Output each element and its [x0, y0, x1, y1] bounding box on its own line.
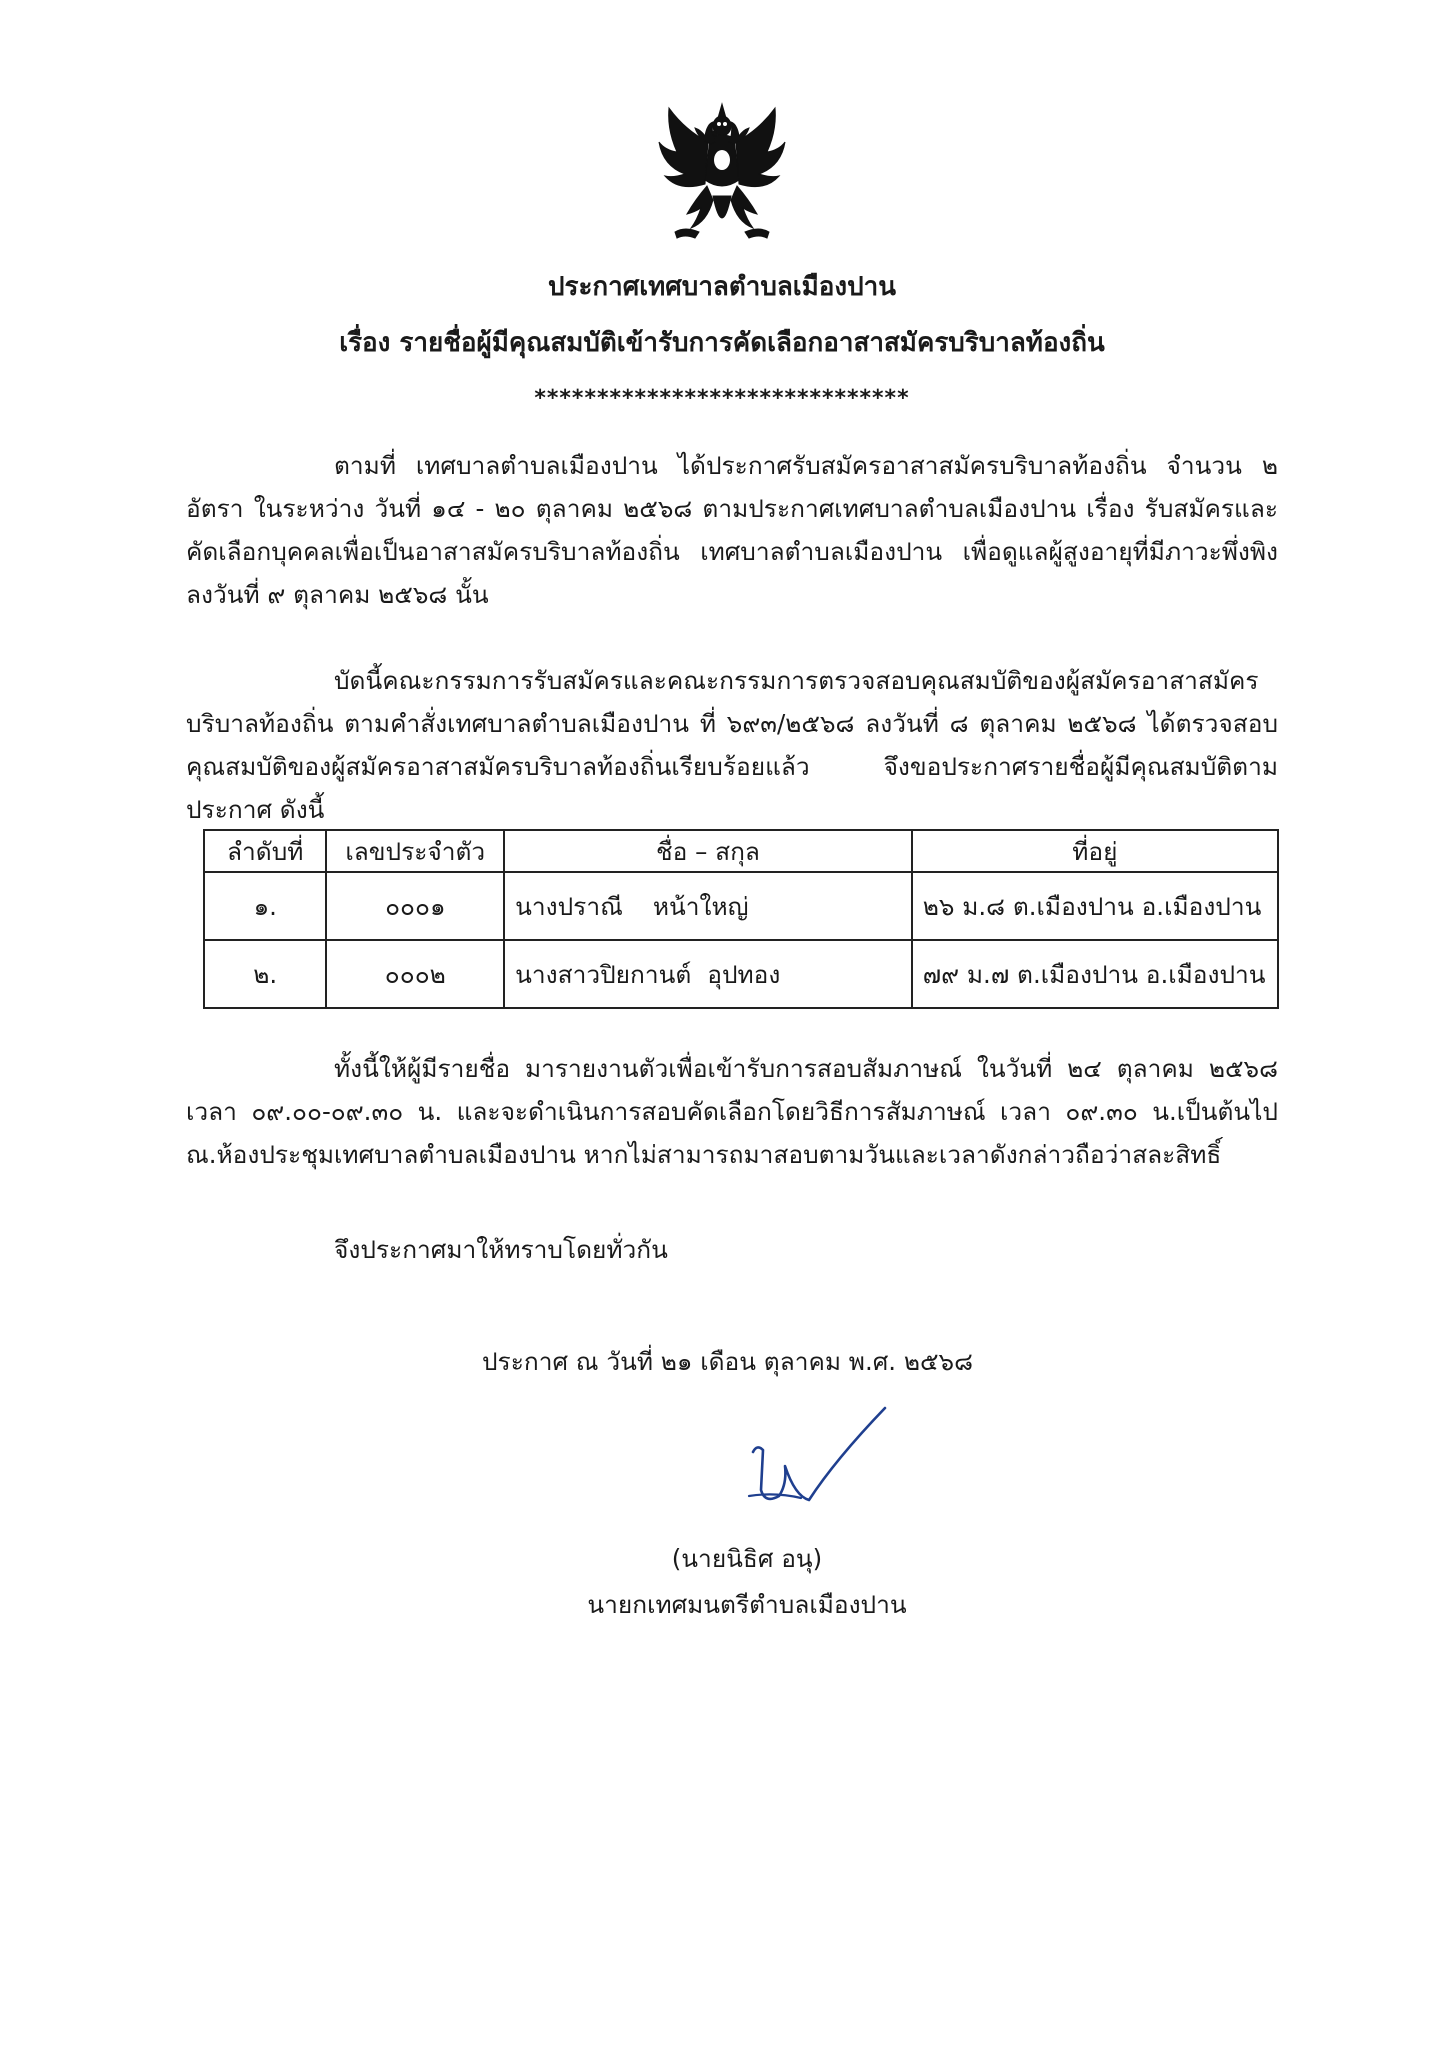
header-order: ลำดับที่	[204, 830, 326, 872]
header-id: เลขประจำตัว	[326, 830, 504, 872]
qualified-applicants-table	[203, 829, 1279, 1009]
cell-name	[504, 872, 912, 940]
cell-name	[504, 940, 912, 1008]
first-name: นางสาวปิยกานต์	[515, 959, 692, 989]
header-name: ชื่อ – สกุล	[504, 830, 912, 872]
cell-id: ๐๐๐๒	[326, 940, 504, 1008]
garuda-emblem-icon	[655, 100, 790, 245]
announcement-subject: เรื่อง รายชื่อผู้มีคุณสมบัติเข้ารับการคัดเลือกอาสาสมัครบริบาลท้องถิ่น	[339, 328, 1105, 358]
table-row	[204, 872, 1278, 940]
cell-order: ๒.	[204, 940, 326, 1008]
last-name: หน้าใหญ่	[652, 891, 749, 921]
table-row	[204, 940, 1278, 1008]
header-address: ที่อยู่	[912, 830, 1278, 872]
signature-icon	[735, 1400, 905, 1530]
announcement-title: ประกาศเทศบาลตำบลเมืองปาน	[548, 272, 896, 302]
cell-order: ๑.	[204, 872, 326, 940]
closing-line: จึงประกาศมาให้ทราบโดยทั่วกัน	[334, 1235, 668, 1264]
cell-id: ๐๐๐๑	[326, 872, 504, 940]
announcement-date: ประกาศ ณ วันที่ ๒๑ เดือน ตุลาคม พ.ศ. ๒๕๖๘	[482, 1347, 974, 1376]
first-name: นางปราณี	[515, 891, 623, 921]
cell-address: ๗๙ ม.๗ ต.เมืองปาน อ.เมืองปาน	[912, 940, 1278, 1008]
table-header-row	[204, 830, 1278, 872]
last-name: อุปทอง	[707, 959, 781, 989]
signer-name: (นายนิธิศ อนุ)	[671, 1544, 823, 1573]
signer-title: นายกเทศมนตรีตำบลเมืองปาน	[587, 1590, 907, 1619]
paragraph-background: ตามที่ เทศบาลตำบลเมืองปาน ได้ประกาศรับสมัครอาสาสมัครบริบาลท้องถิ่น จำนวน ๒ อัตรา ในระหว่าง วันที่ ๑๔ - ๒๐ ตุลาคม ๒๕๖๘ ตามประกาศเทศบาลตำบลเมืองปาน เรื่อง รับสมัครและคัดเลือกบุคคลเพื่อเป็นอาสาสมัครบริบาลท้องถิ่น เทศบาลตำบลเมืองปาน เพื่อดูแลผู้สูงอายุที่มีภาวะพึ่งพิง ลงวันที่ ๙ ตุลาคม ๒๕๖๘ นั้น	[186, 451, 1278, 609]
cell-address: ๒๖ ม.๘ ต.เมืองปาน อ.เมืองปาน	[912, 872, 1278, 940]
title-separator: ******************************	[534, 386, 910, 411]
paragraph-committee: บัดนี้คณะกรรมการรับสมัครและคณะกรรมการตรวจสอบคุณสมบัติของผู้สมัครอาสาสมัครบริบาลท้องถิ่น ตามคำสั่งเทศบาลตำบลเมืองปาน ที่ ๖๙๓/๒๕๖๘ ลงวันที่ ๘ ตุลาคม ๒๕๖๘ ได้ตรวจสอบคุณสมบัติของผู้สมัครอาสาสมัครบริบาลท้องถิ่นเรียบร้อยแล้ว จึงขอประกาศรายชื่อผู้มีคุณสมบัติตามประกาศ ดังนี้	[186, 666, 1278, 824]
paragraph-interview: ทั้งนี้ให้ผู้มีรายชื่อ มารายงานตัวเพื่อเข้ารับการสอบสัมภาษณ์ ในวันที่ ๒๔ ตุลาคม ๒๕๖๘ เวลา ๐๙.๐๐-๐๙.๓๐ น. และจะดำเนินการสอบคัดเลือกโดยวิธีการสัมภาษณ์ เวลา ๐๙.๓๐ น.เป็นต้นไป ณ.ห้องประชุมเทศบาลตำบลเมืองปาน หากไม่สามารถมาสอบตามวันและเวลาดังกล่าวถือว่าสละสิทธิ์	[186, 1054, 1278, 1169]
